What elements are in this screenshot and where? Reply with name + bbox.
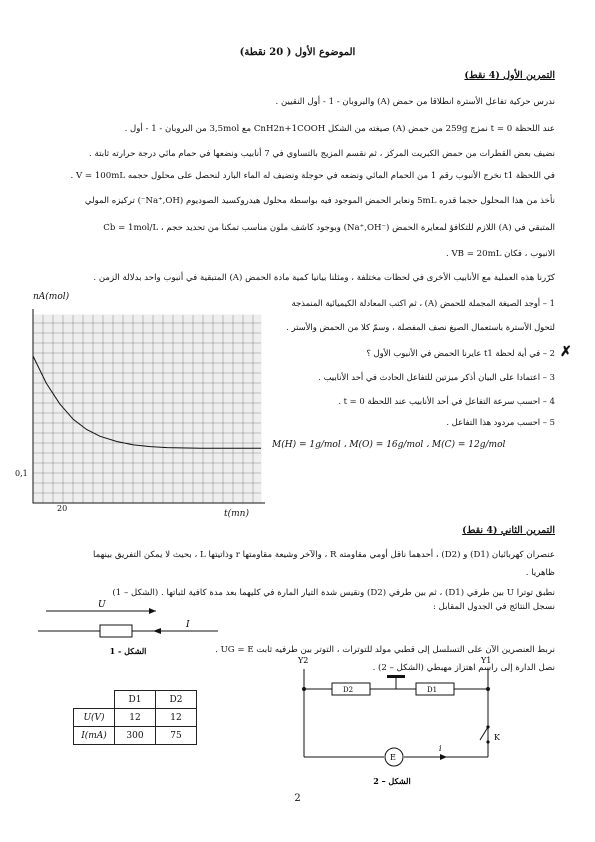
y2-label: Y2 (298, 656, 309, 665)
ex1-question-2: 2 – في أية لحظة t1 عايرنا الحمض في الأنبوب الأول ؟ (366, 348, 555, 358)
d1-label: D1 (427, 686, 438, 694)
table-cell: U(V) (74, 709, 115, 727)
ex1-question-1b: لتحول الأسترة باستعمال الصيغ نصف المفصلة ، وسمّ كلا من الحمض والأستر . (286, 322, 555, 332)
graph-y-tick: 0,1 (15, 469, 28, 478)
ex1-question-3: 3 – اعتمادا على البيان أذكر ميزتين للتفاعل الحادث في أحد الأنابيب . (318, 372, 555, 382)
ex1-question-5: 5 – احسب مردود هذا التفاعل . (446, 417, 555, 427)
molar-masses: M(H) = 1g/mol ، M(O) = 16g/mol ، M(C) = 12g/mol (272, 440, 506, 450)
table-cell: 300 (115, 727, 156, 745)
dipole-box (100, 625, 132, 637)
ex1-question-4: 4 – احسب سرعة التفاعل في أحد الأنابيب عند اللحظة t = 0 . (338, 396, 555, 406)
ex1-question-1: 1 – أوجد الصيغة المجملة للحمض (A) ، ثم اكتب المعادلة الكيميائية المنمذجة (291, 298, 555, 308)
graph-x-tick: 20 (57, 504, 68, 513)
ex2-line-2: ظاهريا . (525, 568, 555, 578)
table-cell: 12 (156, 709, 197, 727)
y1-label: Y1 (481, 656, 492, 665)
ex1-line-5: نأخذ من هذا المحلول حجما قدره 5mL ونعاير الحمض الموجود فيه بواسطة محلول هيدروكسيد الصوديوم (Na⁺,OH⁻) تركيزه المولي (84, 196, 555, 206)
ex1-line-8: كرّرنا هذه العملية مع الأنابيب الأخرى في لحظات مختلفة ، ومثلنا بيانيا كمية مادة الحمض (A) المتبقية في أنبوب واحد بدلالة الزمن . (93, 273, 555, 283)
fig2-caption: الشكل – 2 (373, 776, 411, 786)
ex1-line-3: نضيف بعض القطرات من حمض الكبريت المركز ، ثم نقسم المزيج بالتساوي في 7 أنابيب ونضعها في حمام مائي درجة حرارته ثابتة . (89, 149, 555, 159)
figure-2 (292, 652, 512, 792)
ex2-line-3: نطبق توترا U بين طرفي (D1) ، ثم بين طرفي (D2) ونقيس شدة التيار المارة في كليهما بعد مدة كافية لثباتها . (الشكل – 1) (112, 588, 555, 598)
table-cell: I(mA) (74, 727, 115, 745)
ex2-line-4: نسجل النتائج في الجدول المقابل : (433, 602, 555, 612)
table-cell: 75 (156, 727, 197, 745)
ex1-line-7: الانبوب ، فكان VB = 20mL . (445, 249, 555, 259)
ex1-line-1: ندرس حركية تفاعل الأسترة انطلاقا من حمض (A) والبروبان - 1 - أول النقيين . (275, 97, 555, 107)
k-label: K (494, 733, 500, 742)
graph-grid (33, 309, 265, 503)
i-label: i (439, 744, 442, 753)
page-number: 2 (294, 793, 301, 804)
exercise-2-title: التمرين الثاني (4 نقط) (462, 525, 555, 536)
decay-graph (25, 303, 267, 515)
graph-ylabel: nA(mol) (33, 292, 70, 302)
d2-label: D2 (343, 686, 354, 694)
table-row (74, 727, 197, 745)
e-label: E (390, 753, 396, 762)
measurements-table (73, 690, 197, 745)
ex1-line-6: Cb = 1mol/L ، وبوجود كاشف ملون مناسب تمكنا من تحديد حجم (Na⁺,OH⁻) اللازم للتكافؤ لمعايرة الحمض (A) المتبقي في (103, 223, 555, 233)
fig1-u-label: U (98, 600, 106, 610)
ex2-line-5: نربط العنصرين الآن على التسلسل إلى قطبي مولد للتوترات ، التوتر بين طرفيه ثابت UG = E . (215, 645, 555, 655)
ex1-line-4: في اللحظة t1 نخرج الأنبوب رقم 1 من الحمام المائي ونضعه في حوجلة ونضيف له الماء البارد لنحصل على محلول حجمه V = 100mL . (70, 171, 555, 181)
table-cell: D1 (115, 691, 156, 709)
ex1-line-2: عند اللحظة t = 0 نمزج 259g من حمض (A) صيغته من الشكل CnH2n+1COOH مع 3,5mol من البروبان - 1 - أول . (124, 124, 555, 134)
check-mark: ✗ (560, 344, 572, 360)
page-title: الموضوع الأول ( 20 نقطة) (239, 47, 356, 58)
exercise-1-title: التمرين الأول (4 نقط) (464, 70, 555, 81)
table-cell: D2 (156, 691, 197, 709)
graph-xlabel: t(mn) (224, 509, 249, 519)
ex2-line-6: نصل الدارة إلى راسم اهتزاز مهبطي (الشكل – 2) . (372, 663, 555, 673)
ex2-line-1: عنصران كهربائيان (D1) و (D2) ، أحدهما ناقل أومي مقاومته R ، والآخر وشيعة مقاومتها r وذاتيتها L ، بحيث لا يمكن التفريق بينهما (92, 550, 555, 560)
table-row (74, 709, 197, 727)
figure-1 (28, 598, 228, 660)
fig1-caption: الشكل - 1 (109, 646, 147, 656)
fig1-i-label: I (186, 620, 190, 630)
ground-symbol (387, 675, 405, 678)
table-cell: 12 (115, 709, 156, 727)
table-cell (74, 691, 115, 709)
table-row (74, 691, 197, 709)
